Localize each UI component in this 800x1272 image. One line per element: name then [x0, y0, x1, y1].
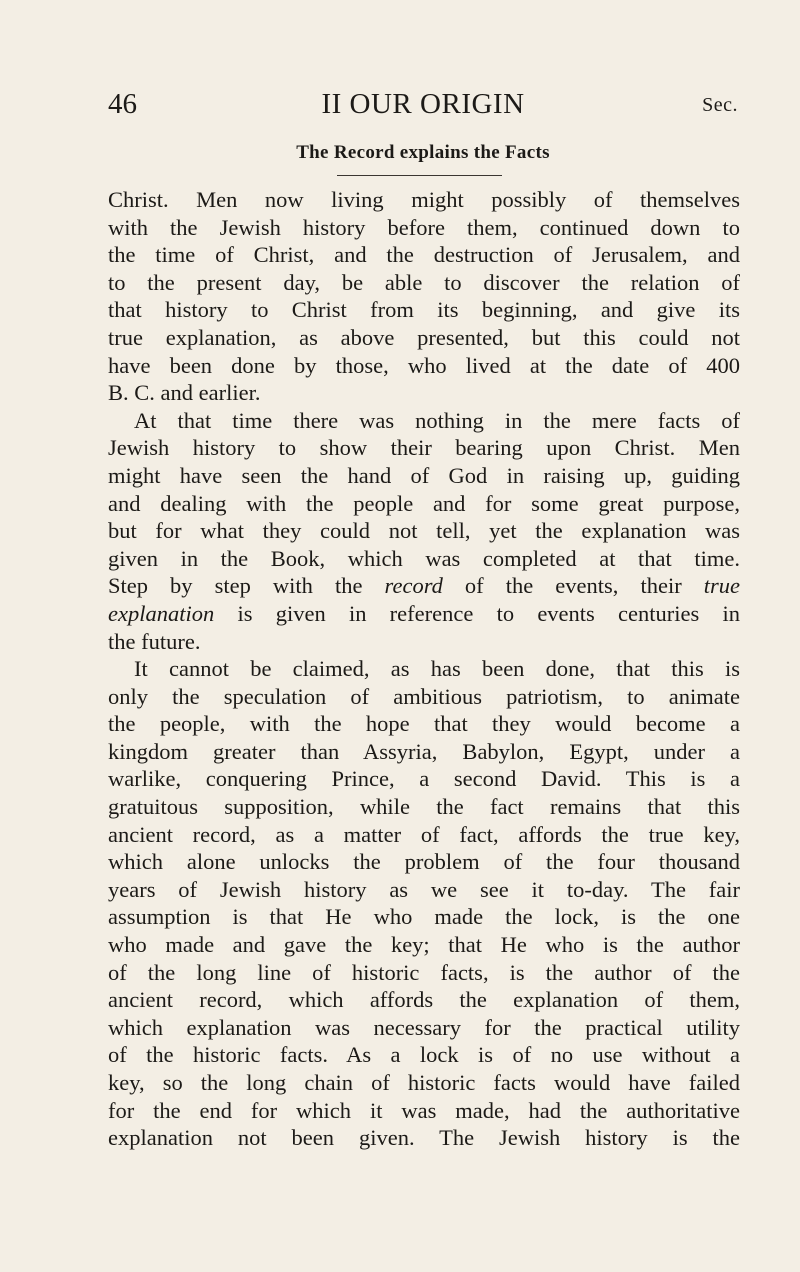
text-segment: the time of Christ, and the destruction of Jerusalem, and [108, 242, 740, 268]
text-segment: of the historic facts. As a lock is of no use without a [108, 1042, 740, 1068]
text-segment: and dealing with the people and for some great purpose, [108, 490, 740, 516]
text-line [108, 903, 740, 931]
text-segment: gratuitous supposition, while the fact remains that this [108, 794, 740, 820]
text-segment: but for what they could not tell, yet the explanation was [108, 518, 740, 544]
text-segment: It cannot be claimed, as has been done, that this is [134, 656, 740, 682]
text-segment: Christ. Men now living might possibly of themselves [108, 187, 740, 212]
body-text [108, 186, 740, 1152]
text-line [108, 628, 740, 656]
text-segment: B. C. and earlier. [108, 380, 261, 406]
text-segment: given in the Book, which was completed at that time. [108, 545, 740, 571]
text-line [108, 986, 740, 1014]
page-number: 46 [108, 88, 137, 120]
text-line [108, 545, 740, 573]
text-line [108, 490, 740, 518]
text-segment: for the end for which it was made, had the authoritative [108, 1097, 740, 1123]
text-segment: assumption is that He who made the lock, is the one [108, 904, 740, 930]
text-segment: warlike, conquering Prince, a second David. This is a [108, 766, 740, 792]
text-segment: with the Jewish history before them, continued down to [108, 214, 740, 240]
text-line [108, 738, 740, 766]
running-head [108, 88, 738, 128]
text-segment: years of Jewish history as we see it to-day. The fair [108, 876, 740, 902]
text-line [108, 407, 740, 435]
italic-text: record [384, 573, 443, 599]
italic-text: explanation [108, 600, 215, 626]
chapter-title: II OUR ORIGIN [321, 88, 525, 120]
text-line [108, 434, 740, 462]
text-line [108, 1069, 740, 1097]
text-line [108, 848, 740, 876]
text-segment: is given in reference to events centuries in [214, 600, 740, 626]
text-line [108, 186, 740, 214]
text-segment: to the present day, be able to discover the relation of [108, 269, 740, 295]
section-label: Sec. [702, 94, 738, 116]
text-line [108, 324, 740, 352]
text-segment: true explanation, as above presented, but this could not [108, 324, 740, 350]
text-line [108, 876, 740, 904]
text-line [108, 1041, 740, 1069]
text-segment: kingdom greater than Assyria, Babylon, Egypt, under a [108, 738, 740, 764]
text-line [108, 296, 740, 324]
text-line [108, 1097, 740, 1125]
text-line [108, 517, 740, 545]
text-line [108, 600, 740, 628]
text-segment: who made and gave the key; that He who is the author [108, 932, 740, 958]
text-segment: ancient record, which affords the explanation of them, [108, 987, 740, 1013]
text-line [108, 655, 740, 683]
text-segment: At that time there was nothing in the mere facts of [134, 407, 740, 433]
text-line [108, 1014, 740, 1042]
text-line [108, 241, 740, 269]
text-segment: which explanation was necessary for the practical utility [108, 1014, 740, 1040]
text-segment: the future. [108, 628, 201, 654]
text-line [108, 793, 740, 821]
text-line [108, 379, 740, 407]
text-line [108, 269, 740, 297]
text-line [108, 214, 740, 242]
text-line [108, 1124, 740, 1152]
text-line [108, 572, 740, 600]
text-line [108, 710, 740, 738]
text-segment: have been done by those, who lived at the date of 400 [108, 352, 740, 378]
text-segment: only the speculation of ambitious patriotism, to animate [108, 683, 740, 709]
text-line [108, 931, 740, 959]
text-segment: the people, with the hope that they would become a [108, 711, 740, 737]
italic-text: true [703, 573, 740, 599]
text-segment: Step by step with the [108, 573, 385, 599]
text-line [108, 352, 740, 380]
text-line [108, 959, 740, 987]
text-segment: that history to Christ from its beginning, and give its [108, 297, 740, 323]
text-line [108, 765, 740, 793]
text-line [108, 821, 740, 849]
text-segment: of the long line of historic facts, is the author of the [108, 959, 740, 985]
sidenote-heading: The Record explains the Facts [296, 142, 550, 163]
sidenote-rule [337, 175, 502, 176]
text-segment: Jewish history to show their bearing upon Christ. Men [108, 435, 740, 461]
text-segment: which alone unlocks the problem of the four thousand [108, 849, 740, 875]
text-line [108, 683, 740, 711]
text-segment: ancient record, as a matter of fact, affords the true key, [108, 821, 740, 847]
text-segment: might have seen the hand of God in raising up, guiding [108, 462, 740, 488]
text-segment: explanation not been given. The Jewish history is the [108, 1125, 740, 1151]
text-segment: of the events, their [442, 573, 704, 599]
text-segment: key, so the long chain of historic facts would have failed [108, 1070, 740, 1095]
text-line [108, 462, 740, 490]
